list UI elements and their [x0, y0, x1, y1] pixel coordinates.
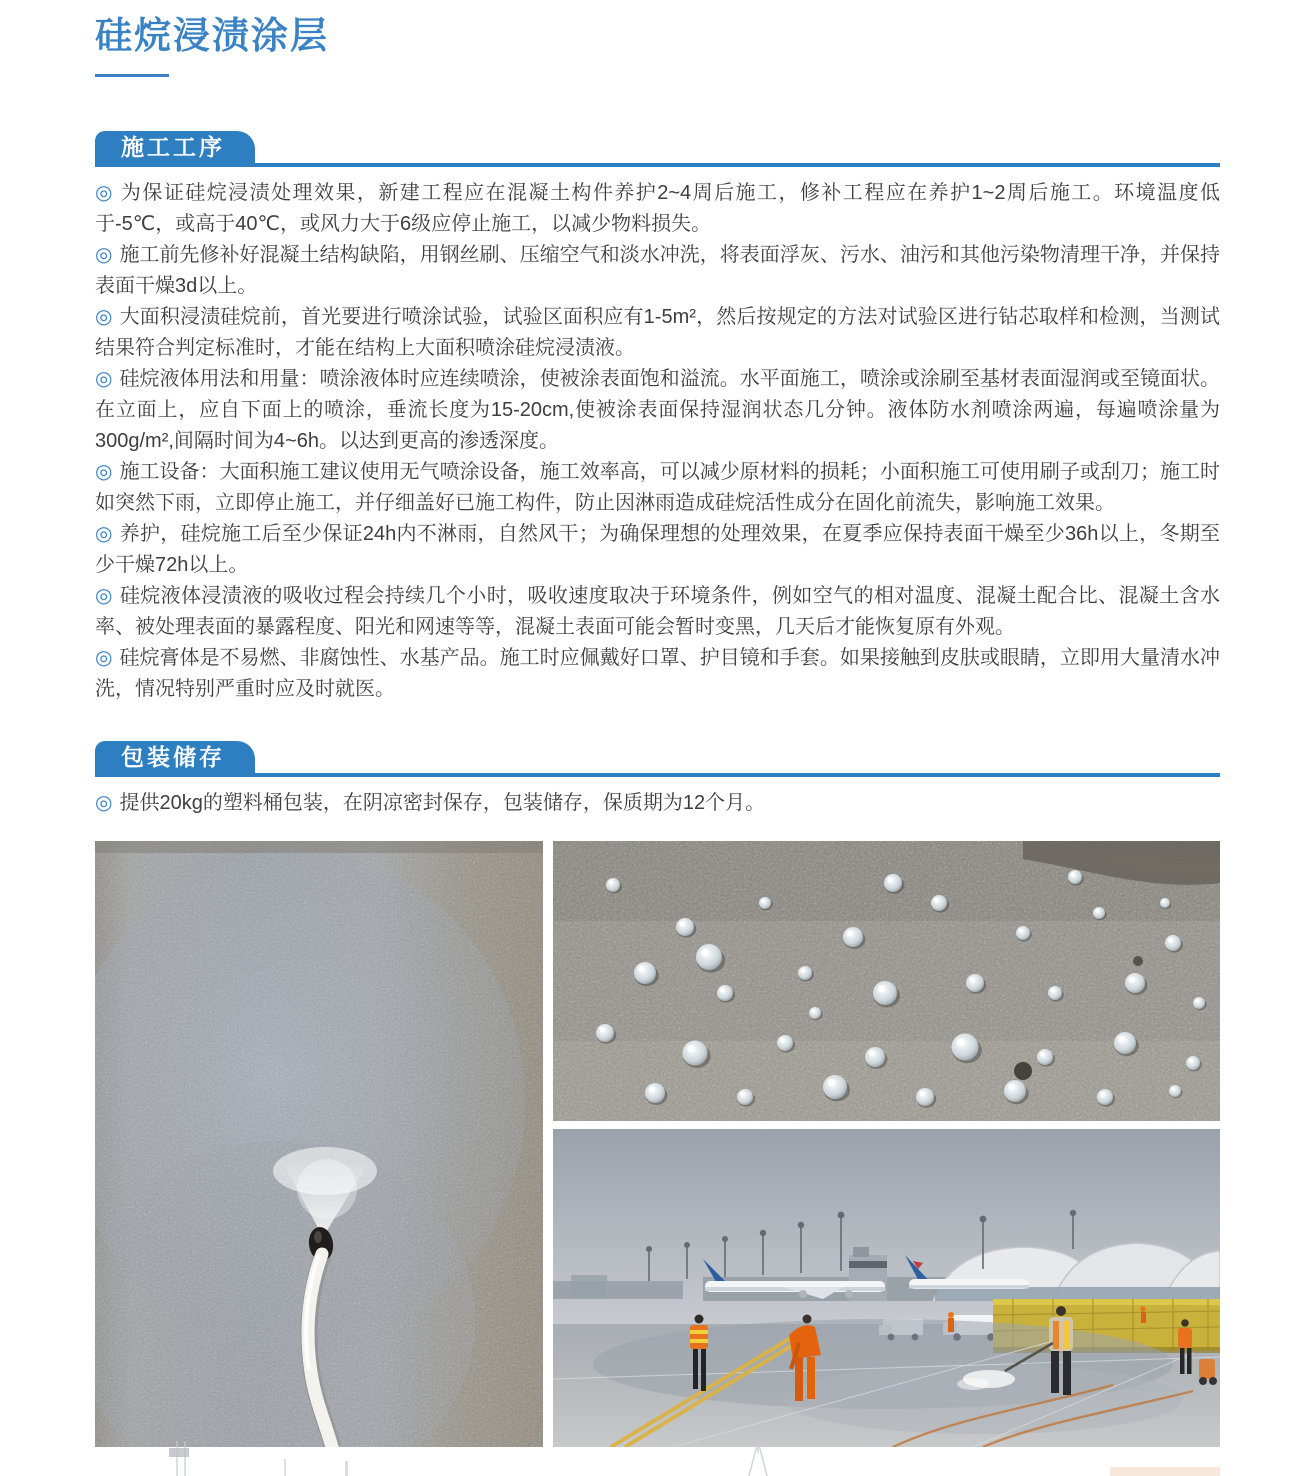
bullet-text: 施工前先修补好混凝土结构缺陷，用钢丝刷、压缩空气和淡水冲洗，将表面浮灰、污水、油污和其他污染物清理干净，并保持表面干燥3d以上。: [95, 244, 1221, 297]
bullet-item: [95, 364, 1220, 457]
photo-airport-apron: [553, 1129, 1220, 1447]
bullet-item: [95, 457, 1220, 519]
bullet-text: 大面积浸渍硅烷前，首光要进行喷涂试验，试验区面积应有1-5m²，然后按规定的方法对试验区进行钻芯取样和检测，当测试结果符合判定标准时，才能在结构上大面积喷涂硅烷浸渍液。: [95, 306, 1220, 359]
bullet-text: 施工设备：大面积施工建议使用无气喷涂设备，施工效率高，可以减少原材料的损耗；小面积施工可使用刷子或刮刀；施工时如突然下雨，立即停止施工，并仔细盖好已施工构件，防止因淋雨造成硅烷活性成分在固化前流失，影响施工效果。: [95, 461, 1221, 514]
construction-bullets: [95, 178, 1220, 705]
photo-water-beads: [553, 841, 1220, 1121]
bullet-item: [95, 581, 1220, 643]
bullet-text: 硅烷液体浸渍液的吸收过程会持续几个小时，吸收速度取决于环境条件，例如空气的相对温度、混凝土配合比、混凝土含水率、被处理表面的暴露程度、阳光和网速等等，混凝土表面可能会暂时变黑，几天后才能恢复原有外观。: [95, 585, 1221, 638]
bullet-marker-icon: ◎: [95, 244, 113, 266]
content-column: [95, 0, 1220, 1447]
bullet-marker-icon: ◎: [95, 306, 113, 328]
bullet-item: [95, 788, 1220, 819]
section-tab-packaging: 包装储存: [95, 741, 255, 773]
bullet-text: 养护，硅烷施工后至少保证24h内不淋雨，自然风干；为确保理想的处理效果，在夏季应保持表面干燥至少36h以上，冬期至少干燥72h以上。: [95, 523, 1220, 576]
bullet-marker-icon: ◎: [95, 461, 113, 483]
bullet-text: 硅烷膏体是不易燃、非腐蚀性、水基产品。施工时应佩戴好口罩、护目镜和手套。如果接触到皮肤或眼睛，立即用大量清水冲洗，情况特别严重时应及时就医。: [95, 647, 1221, 700]
bullet-marker-icon: ◎: [95, 368, 113, 390]
bullet-text: 为保证硅烷浸渍处理效果，新建工程应在混凝土构件养护2~4周后施工，修补工程应在养护1~2周后施工。环境温度低于-5℃，或高于40℃，或风力大于6级应停止施工，以减少物料损失。: [95, 182, 1220, 235]
footer-faint-graphics: [95, 1441, 1220, 1476]
section-header-packaging: [95, 741, 1220, 777]
bullet-item: [95, 302, 1220, 364]
bullet-marker-icon: ◎: [95, 523, 113, 545]
bullet-text: 提供20kg的塑料桶包装，在阴凉密封保存，包装储存，保质期为12个月。: [119, 792, 766, 814]
photo-grid: [95, 841, 1220, 1447]
title-underline: [95, 74, 169, 77]
bullet-marker-icon: ◎: [95, 647, 113, 669]
section-header-construction: [95, 131, 1220, 167]
right-photo-column: [553, 841, 1220, 1447]
bullet-marker-icon: ◎: [95, 182, 114, 204]
bullet-item: [95, 519, 1220, 581]
bullet-marker-icon: ◎: [95, 792, 113, 814]
photo-spray-wall: [95, 841, 543, 1447]
bullet-marker-icon: ◎: [95, 585, 113, 607]
bullet-item: [95, 240, 1220, 302]
bullet-item: [95, 178, 1220, 240]
bullet-text: 硅烷液体用法和用量：喷涂液体时应连续喷涂，使被涂表面饱和溢流。水平面施工，喷涂或涂刷至基材表面湿润或至镜面状。在立面上，应自下面上的喷涂，垂流长度为15-20cm,使被涂表面保持湿润状态几分钟。液体防水剂喷涂两遍，每遍喷涂量为300g/m²,间隔时间为4~6h。以达到更高的渗透深度。: [95, 368, 1221, 452]
page-title: 硅烷浸渍涂层: [95, 15, 329, 56]
bullet-item: [95, 643, 1220, 705]
section-tab-construction: 施工工序: [95, 131, 255, 163]
packaging-bullets: [95, 788, 1220, 819]
